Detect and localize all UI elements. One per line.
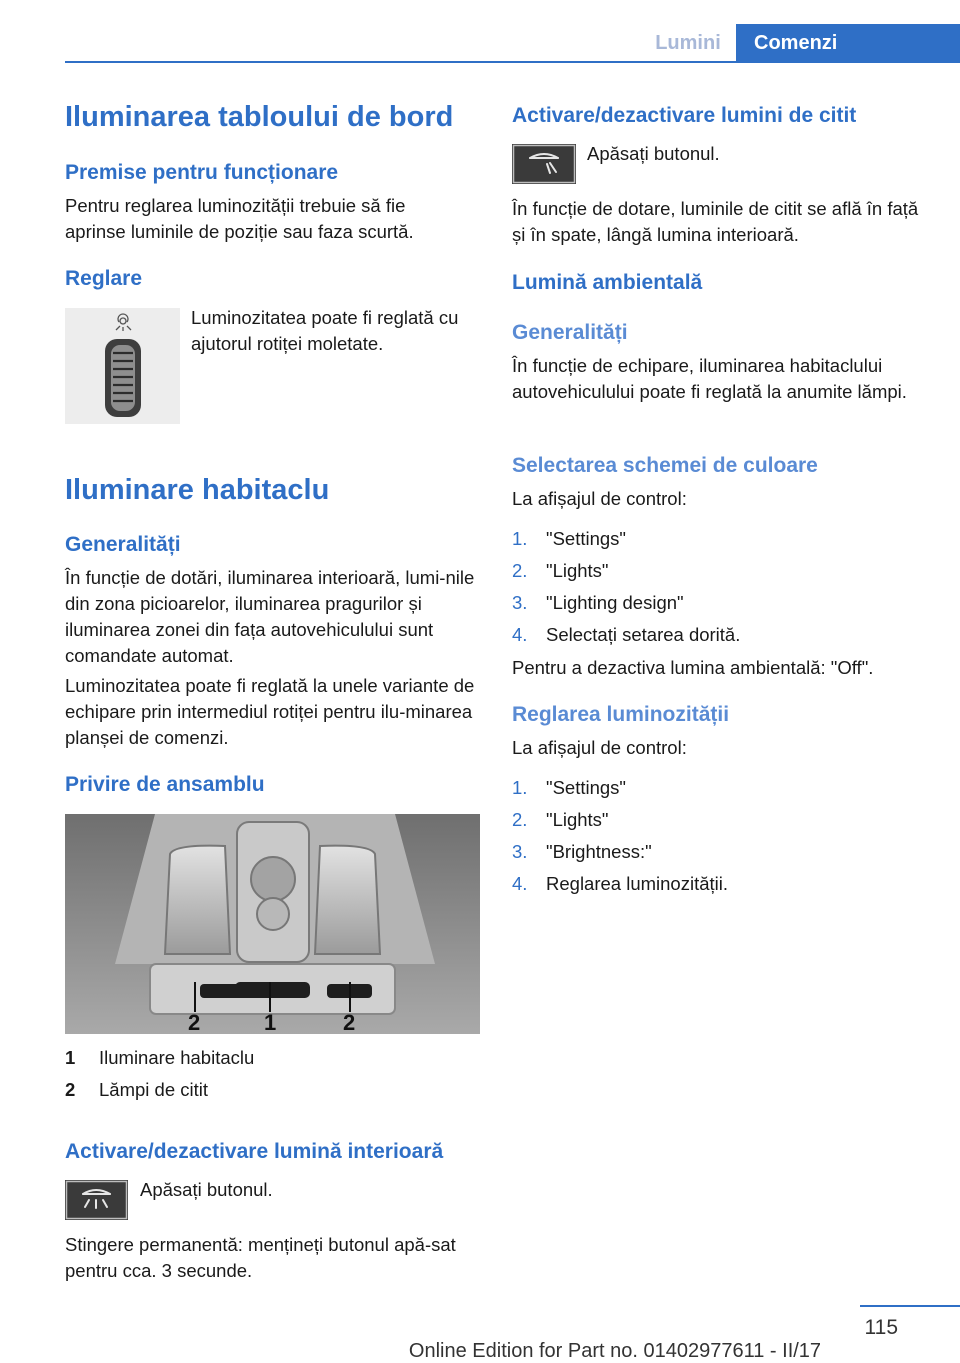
reading-light-button-icon — [512, 144, 576, 184]
step-number: 3. — [512, 592, 528, 613]
heading-dashboard-lighting: Iluminarea tabloului de bord — [65, 101, 454, 133]
legend-item — [65, 1077, 480, 1109]
heading-prerequisites: Premise pentru funcționare — [65, 161, 339, 184]
step-text: "Settings" — [546, 528, 626, 549]
heading-ambient-general: Generalități — [512, 321, 628, 344]
interior-light-console-image — [65, 814, 480, 1034]
step-text: "Lighting design" — [546, 592, 684, 613]
dashboard-dimmer-wheel-icon — [65, 308, 180, 424]
list-item — [512, 807, 922, 839]
step-text: "Lights" — [546, 560, 609, 581]
legend-text: Lămpi de citit — [99, 1079, 208, 1100]
chapter-tab: Comenzi — [736, 24, 960, 62]
heading-interior-toggle: Activare/dezactivare lumină interioară — [65, 1140, 444, 1163]
interior-toggle-text: Apăsați butonul. — [140, 1179, 273, 1200]
reading-toggle-text: Apăsați butonul. — [587, 143, 720, 164]
step-number: 4. — [512, 624, 528, 645]
ambient-general-text: În funcție de echipare, iluminarea habitaclului autovehiculului poate fi reglată la anumite lămpi. — [512, 355, 907, 402]
heading-brightness: Reglarea luminozității — [512, 703, 730, 726]
list-item — [512, 526, 922, 558]
step-text: "Lights" — [546, 809, 609, 830]
figure-callout-2-left: 2 — [188, 1010, 201, 1034]
heading-reading-toggle: Activare/dezactivare lumini de citit — [512, 104, 857, 127]
general-text-2: Luminozitatea poate fi reglată la unele variante de echipare prin intermediul rotiței pentru ilu-minarea planșei de comenzi. — [65, 675, 475, 748]
color-scheme-steps — [512, 526, 922, 654]
legend-number: 2 — [65, 1079, 76, 1100]
figure-callout-2-right: 2 — [343, 1010, 356, 1034]
step-text: "Brightness:" — [546, 841, 652, 862]
heading-overview: Privire de ansamblu — [65, 773, 265, 796]
ambient-off-text: Pentru a dezactiva lumina ambientală: "Off". — [512, 657, 874, 678]
general-text-1: În funcție de dotări, iluminarea interioară, lumi-nile din zona picioarelor, iluminarea pragurilor și iluminarea zonei din fața autovehiculului sunt comandate automat. — [65, 567, 475, 666]
reading-location-text: În funcție de dotare, luminile de citit se află în față și în spate, lângă lumina interioară. — [512, 198, 919, 245]
section-label: Lumini — [655, 32, 721, 54]
legend-number: 1 — [65, 1047, 76, 1068]
step-text: Selectați setarea dorită. — [546, 624, 741, 645]
footer-rule — [860, 1305, 960, 1307]
figure-legend — [65, 1045, 480, 1109]
heading-ambient-light: Lumină ambientală — [512, 271, 703, 294]
step-number: 4. — [512, 873, 528, 894]
step-text: Reglarea luminozității. — [546, 873, 729, 894]
step-number: 2. — [512, 560, 528, 581]
prerequisites-text: Pentru reglarea luminozității trebuie să fie aprinse luminile de poziție sau faza scurtă. — [65, 195, 414, 242]
list-item — [512, 775, 922, 807]
step-number: 2. — [512, 809, 528, 830]
brightness-intro: La afișajul de control: — [512, 737, 687, 758]
heading-general: Generalități — [65, 533, 181, 556]
heading-color-scheme: Selectarea schemei de culoare — [512, 454, 818, 477]
heading-adjust: Reglare — [65, 267, 143, 290]
list-item — [512, 871, 922, 903]
color-scheme-intro: La afișajul de control: — [512, 488, 687, 509]
step-number: 3. — [512, 841, 528, 862]
brightness-steps — [512, 775, 922, 903]
list-item — [512, 558, 922, 590]
edition-footer: Online Edition for Part no. 01402977611 - II/17 — [408, 1340, 822, 1362]
list-item — [512, 839, 922, 871]
adjust-text: Luminozitatea poate fi reglată cu ajutorul rotiței moletate. — [191, 307, 459, 354]
page-header — [0, 24, 960, 62]
list-item — [512, 622, 922, 654]
interior-off-text: Stingere permanentă: mențineți butonul apă-sat pentru cca. 3 secunde. — [65, 1234, 456, 1281]
list-item — [512, 590, 922, 622]
heading-interior-lighting: Iluminare habitaclu — [65, 474, 330, 506]
page-number: 115 — [864, 1316, 898, 1339]
interior-light-button-icon — [65, 1180, 128, 1220]
legend-text: Iluminare habitaclu — [99, 1047, 255, 1068]
step-number: 1. — [512, 528, 528, 549]
step-text: "Settings" — [546, 777, 626, 798]
header-rule — [65, 61, 960, 63]
step-number: 1. — [512, 777, 528, 798]
legend-item — [65, 1045, 480, 1077]
figure-callout-1: 1 — [264, 1010, 277, 1034]
